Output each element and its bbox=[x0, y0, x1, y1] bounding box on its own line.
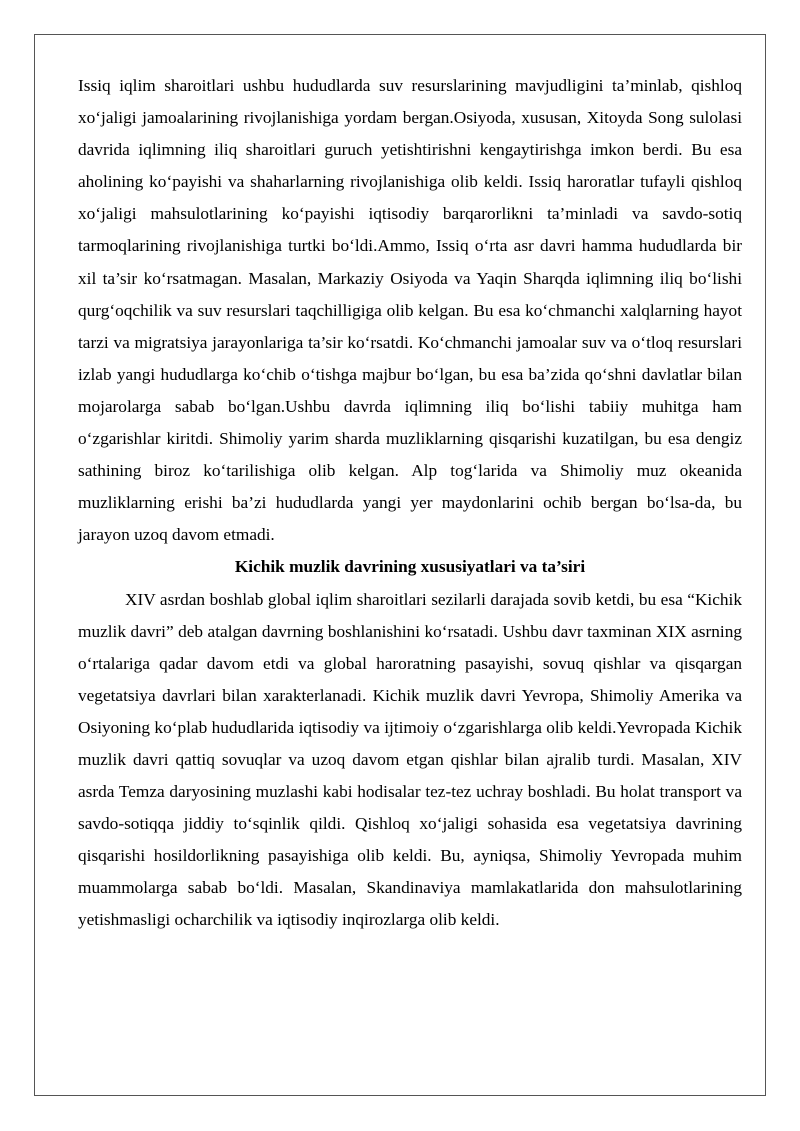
document-body bbox=[78, 70, 742, 937]
section-heading: Kichik muzlik davrining xususiyatlari va ta’siri bbox=[234, 557, 586, 577]
paragraph-warm-period: Issiq iqlim sharoitlari ushbu hududlarda suv resurslarining mavjudligini ta’minlab, qishloq xo‘jaligi jamoalarining rivojlanishiga yordam bergan.Osiyoda, xususan, Xitoyda Song sulolasi davrida iqlimning iliq sharoitlari guruch yetishtirishni kengaytirishga imkon berdi. Bu esa aholining ko‘payishi va shaharlarning rivojlanishiga olib keldi. Issiq haroratlar tufayli qishloq xo‘jaligi mahsulotlarining ko‘payishi iqtisodiy barqarorlikni ta’minladi va savdo-sotiq tarmoqlarining rivojlanishiga turtki bo‘ldi.Ammo, Issiq o‘rta asr davri hamma hududlarda bir xil ta’sir ko‘rsatmagan. Masalan, Markaziy Osiyoda va Yaqin Sharqda iqlimning iliq bo‘lishi qurg‘oqchilik va suv resurslari taqchilligiga olib kelgan. Bu esa ko‘chmanchi xalqlarning hayot tarzi va migratsiya jarayonlariga ta’sir ko‘rsatdi. Ko‘chmanchi jamoalar suv va o‘tloq resurslari izlab yangi hududlarga ko‘chib o‘tishga majbur bo‘lgan, bu esa ba’zida qo‘shni davlatlar bilan mojarolarga sabab bo‘lgan.Ushbu davrda iqlimning iliq bo‘lishi tabiiy muhitga ham o‘zgarishlar kiritdi. Shimoliy yarim sharda muzliklarning qisqarishi kuzatilgan, bu esa dengiz sathining biroz ko‘tarilishiga olib kelgan. Alp tog‘larida va Shimoliy muz okeanida muzliklarning erishi ba’zi hududlarda yangi yer maydonlarini ochib bergan bo‘lsa-da, bu jarayon uzoq davom etmadi. bbox=[78, 76, 742, 545]
paragraph-little-ice-age: XIV asrdan boshlab global iqlim sharoitlari sezilarli darajada sovib ketdi, bu esa “Kichik muzlik davri” deb atalgan davrning boshlanishini ko‘rsatadi. Ushbu davr taxminan XIX asrning o‘rtalariga qadar davom etdi va global haroratning pasayishi, sovuq qishlar va qisqargan vegetatsiya davrlari bilan xarakterlanadi. Kichik muzlik davri Yevropa, Shimoliy Amerika va Osiyoning ko‘plab hududlarida iqtisodiy va ijtimoiy o‘zgarishlarga olib keldi.Yevropada Kichik muzlik davri qattiq sovuqlar va uzoq davom etgan qishlar bilan ajralib turdi. Masalan, XIV asrda Temza daryosining muzlashi kabi hodisalar tez-tez uchray boshladi. Bu holat transport va savdo-sotiqqa jiddiy to‘sqinlik qildi. Qishloq xo‘jaligi sohasida esa vegetatsiya davrining qisqarishi hosildorlikning pasayishiga olib keldi. Bu, ayniqsa, Shimoliy Yevropada muhim muammolarga sabab bo‘ldi. Masalan, Skandinaviya mamlakatlarida don mahsulotlarining yetishmasligi ocharchilik va iqtisodiy inqirozlarga olib keldi. bbox=[78, 589, 742, 930]
